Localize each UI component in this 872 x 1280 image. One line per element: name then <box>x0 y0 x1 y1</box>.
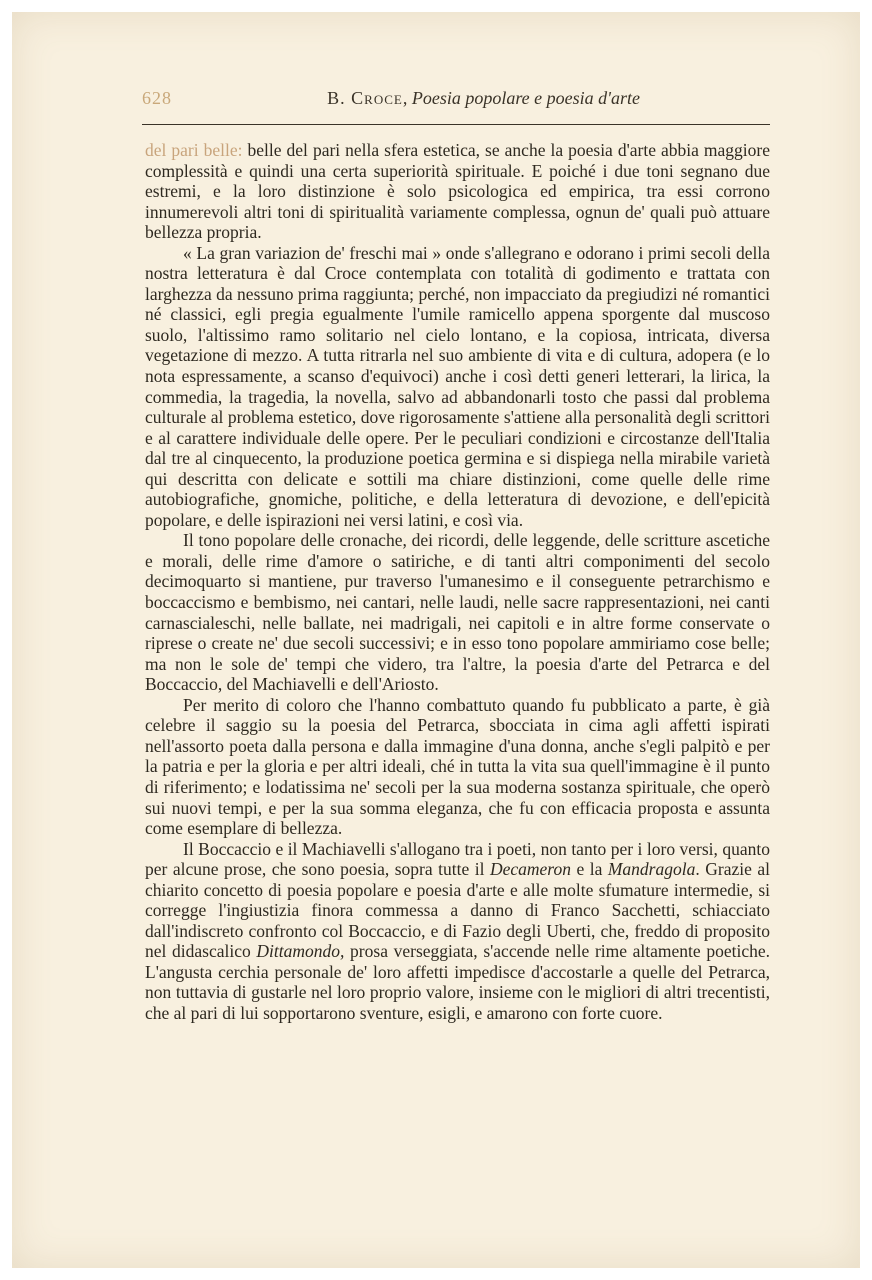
paragraph-5 <box>145 839 770 1024</box>
paragraph-1 <box>145 140 770 243</box>
running-head: B. Croce, Poesia popolare e poesia d'arte <box>327 88 640 108</box>
paragraph-5-text-c: e la <box>570 859 608 880</box>
work-title-decameron: Decameron <box>489 859 571 880</box>
paragraph-5-text-g: prosa verseggiata, s'accende nelle rime altamente poetiche. L'angusta cerchia personale de' loro affetti impedisce d'accostarle a quelle del Petrarca, non tuttavia di gustarle nel loro proprio valore, insieme con le migliori di altri trecentisti, che al pari di lui sopportarono sventure, esigli, e amarono con forte cuore. <box>145 941 770 1023</box>
paragraph-1-text: belle del pari nella sfera estetica, se anche la poesia d'arte abbia maggiore complessità e quindi una certa superiorità spirituale. E poiché i due toni segnano due estremi, e la loro distinzione è solo psicologica ed empirica, tra essi corrono innumerevoli altri toni di spiritualità variamente complessa, ognun de' quali può attuare bellezza propria. <box>145 140 770 243</box>
work-title-mandragola: Mandragola <box>607 859 696 880</box>
page-number: 628 <box>142 88 172 108</box>
page-header <box>142 86 770 118</box>
paragraph-5-text-a: Il Boccaccio e il Machiavelli s'allogano tra i poeti, non tanto per i loro versi, quanto per alcune prose, che sono poesia, sopra tutte il <box>145 838 770 880</box>
running-head-author: B. Croce <box>327 88 403 108</box>
paragraph-2: « La gran variazion de' freschi mai » onde s'allegrano e odorano i primi secoli della nostra letteratura è dal Croce contemplata con totalità di godimento e trattata con larghezza da nessuno prima raggiunta; perché, non impacciato da pregiudizi né romantici né classici, egli pregia egualmente l'umile ramicello appena sporgente dal muscoso suolo, l'altissimo ramo solitario nel cielo lontano, e la copiosa, intricata, diversa vegetazione di mezzo. A tutta ritrarla nel suo ambiente di vita e di cultura, adopera (e lo nota espressamente, a scanso d'equivoci) anche i così detti generi letterari, la lirica, la commedia, la tragedia, la novella, salvo ad abbandonarli tosto che passi dal problema culturale al problema estetico, dove rigorosamente s'attiene alla personalità degli scrittori e al carattere individuale delle opere. Per le peculiari condizioni e circostanze dell'Italia dal tre al cinquecento, la produzione poetica germina e si dispiega nella mirabile varietà qui descritta con delicate e sottili ma chiare distinzioni, come quelle delle rime autobiografiche, gnomiche, politiche, e della letteratura di devozione, e dell'epicità popolare, e delle ispirazioni nei versi latini, e così via. <box>145 242 770 530</box>
work-title-dittamondo: Dittamondo, <box>256 941 345 962</box>
paragraph-5-text-e: . Grazie al chiarito concetto di poesia popolare e poesia d'arte e alle molte sfumature intermedie, si corregge l'ingiustizia finora commessa a danno di Franco Sacchetti, schiacciato dall'indiscreto confronto col Boccaccio, e di Fazio degli Uberti, che, freddo di proposito nel didascalico <box>145 859 770 962</box>
header-rule <box>142 124 770 125</box>
body-text <box>145 140 770 1024</box>
faded-text: del pari belle: <box>145 140 243 160</box>
paragraph-4: Per merito di coloro che l'hanno combattuto quando fu pubblicato a parte, è già celebre il saggio su la poesia del Petrarca, sbocciata in cima agli affetti ispirati nell'assorto poeta dalla persona e dalla immagine d'una donna, anche s'egli palpitò e per la patria e per la gloria e per altri ideali, ché in tutta la vita sua quell'immagine è il punto di riferimento; e lodatissima ne' secoli per la sua moderna sostanza spirituale, che operò sui nuovi tempi, e per la sua somma eleganza, che fu con efficacia proposta e assunta come esemplare di bellezza. <box>145 694 770 839</box>
paragraph-3: Il tono popolare delle cronache, dei ricordi, delle leggende, delle scritture ascetiche e morali, delle rime d'amore o satiriche, e di tanti altri componimenti del secolo decimoquarto si mantiene, pur traverso l'umanesimo e il conseguente petrarchismo e boccaccismo e bembismo, nei cantari, nelle laudi, nelle sacre rappresentazioni, nei canti carnascialeschi, nelle ballate, nei madrigali, nei capitoli e in altre forme conservate o riprese o create ne' due secoli successivi; e in esso tono popolare ammiriamo cose belle; ma non le sole de' tempi che videro, tra l'altre, la poesia d'arte del Petrarca e del Boccaccio, del Machiavelli e dell'Ariosto. <box>145 530 770 695</box>
running-head-title: Poesia popolare e poesia d'arte <box>411 88 640 108</box>
